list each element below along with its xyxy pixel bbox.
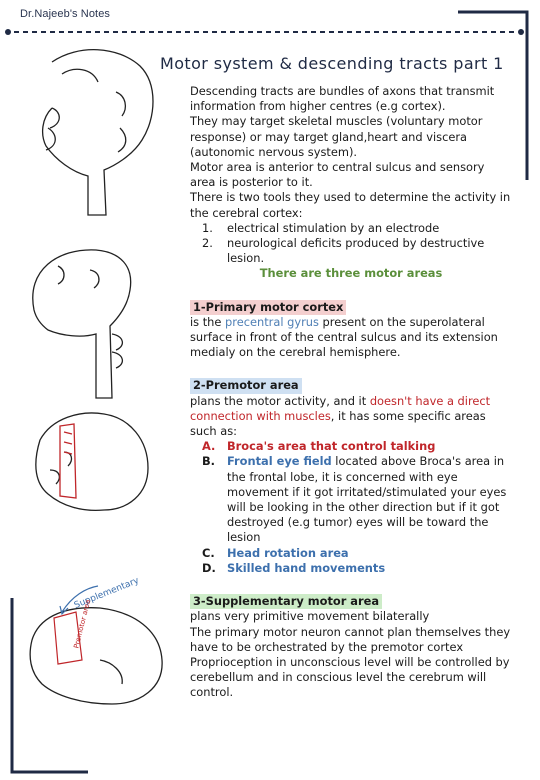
supplementary-line-3: Proprioception in unconscious level will be controlled by cerebellum and in conscious level the cerebrum will control. [190, 654, 510, 700]
list-item [190, 236, 512, 266]
list-number: 1. [202, 220, 213, 235]
list-item [190, 221, 512, 236]
supplementary-line-2: The primary motor neuron cannot plan themselves they have to be orchestrated by the premotor cortex [190, 624, 511, 654]
list-letter: B. [202, 454, 216, 469]
text-fragment: , it has some specific areas such as: [190, 408, 486, 439]
brain-lateral-sketch-3 [36, 413, 148, 510]
no-direct-connection-phrase: doesn't have a direct connection with muscles [190, 393, 491, 423]
list-item [190, 454, 512, 545]
frontal-eye-field-text: located above Broca's area in the frontal lobe, it is concerned with eye movement if it got irritated/stimulated your eyes will be looking in the other direction but if it got destroyed (e.g tumor) eyes will be toward the lesion [227, 454, 507, 545]
three-motor-areas-note: There are three motor areas [259, 266, 443, 281]
page-title: Motor system & descending tracts part 1 [160, 54, 504, 73]
section-heading-primary: 1-Primary motor cortex [190, 300, 346, 315]
list-text: neurological deficits produced by destructive lesion. [227, 236, 485, 266]
sketch-label-premotor: Premotor area [72, 598, 93, 650]
frontal-eye-field-label: Frontal eye field [227, 454, 332, 469]
supplementary-line-1: plans very primitive movement bilaterally [190, 609, 430, 624]
primary-motor-section [190, 300, 512, 361]
intro-paragraph-3: Motor area is anterior to central sulcus and sensory area is posterior to it. [190, 160, 485, 190]
section-heading-supplementary: 3-Supplementary motor area [190, 594, 382, 609]
section-heading-premotor: 2-Premotor area [190, 378, 302, 393]
text-fragment: plans the motor activity, and it [190, 393, 370, 408]
text-fragment: present on the superolateral surface in front of the central sulcus and its extension medialy on the cerebral hemisphere. [190, 314, 498, 360]
frame-corner-bottom-left [12, 598, 88, 772]
list-text: electrical stimulation by an electrode [227, 220, 440, 235]
premotor-section [190, 378, 512, 576]
head-rotation-label: Head rotation area [227, 545, 349, 560]
precentral-gyrus-term: precentral gyrus [225, 314, 319, 329]
list-letter: A. [202, 439, 216, 454]
list-letter: D. [202, 560, 216, 575]
list-number: 2. [202, 236, 213, 251]
brain-lateral-sketch-4 [30, 608, 162, 704]
list-item [190, 546, 512, 561]
primary-description [190, 315, 512, 361]
premotor-highlight-sketch [60, 424, 76, 498]
sketch-label-supplementary: Supplementary [72, 575, 141, 611]
skilled-hand-label: Skilled hand movements [227, 560, 386, 575]
premotor-areas-list [190, 439, 512, 576]
intro-paragraph-2: They may target skeletal muscles (voluntary motor response) or may target gland,heart and viscera (autonomic nervous system). [190, 114, 483, 159]
header-rule [5, 29, 524, 35]
main-content [190, 84, 512, 701]
list-item [190, 439, 512, 454]
intro-paragraph-1: Descending tracts are bundles of axons that transmit information from higher centres (e.g cortex). [190, 84, 495, 114]
header-author: Dr.Najeeb's Notes [20, 8, 111, 20]
premotor-description [190, 394, 512, 440]
brain-stem-sketch-2 [33, 250, 131, 398]
list-letter: C. [202, 545, 215, 560]
list-item [190, 561, 512, 576]
tools-list [190, 221, 512, 267]
brocas-area-label: Broca's area that control talking [227, 439, 436, 454]
brain-stem-sketch-1 [43, 50, 153, 215]
supplementary-section [190, 594, 512, 700]
text-fragment: is the [190, 314, 226, 329]
intro-paragraph-4: There is two tools they used to determine the activity in the cerebral cortex: [190, 190, 511, 220]
